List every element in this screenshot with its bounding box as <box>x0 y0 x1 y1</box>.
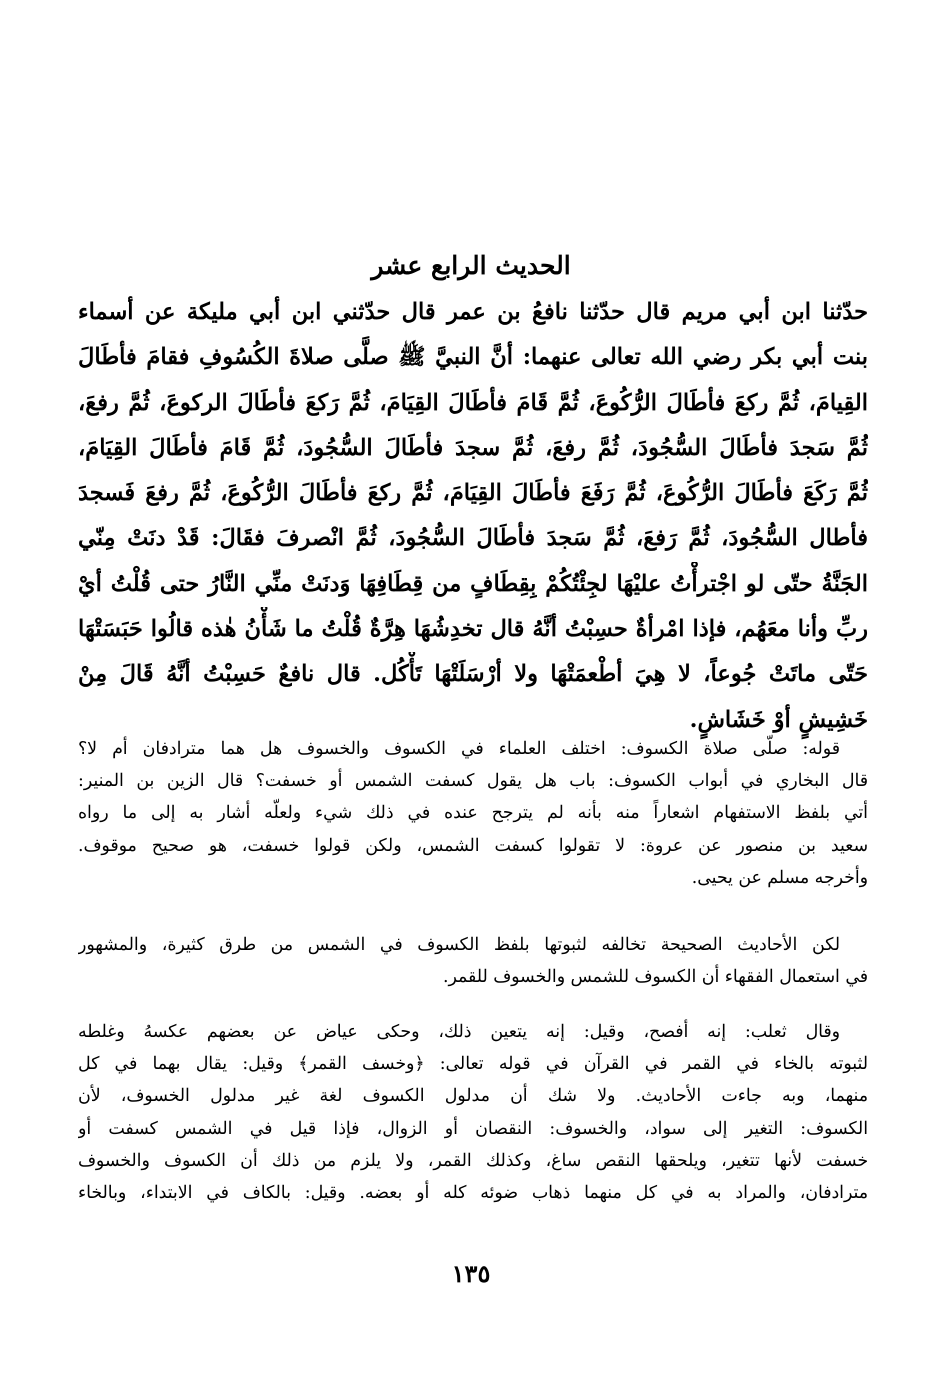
commentary-line: خسفت لأنها تتغير، ويلحقها النقص ساغ، وكذلك القمر، ولا يلزم من ذلك أن الكسوف والخسوف <box>78 1150 868 1171</box>
hadith-text <box>78 290 868 743</box>
commentary-line: الكسوف: التغير إلى سواد، والخسوف: النقصان أو الزوال، فإذا قيل في الشمس كسفت أو <box>78 1118 868 1139</box>
hadith-line: فأطال السُّجُودَ، ثُمَّ رَفعَ، ثُمَّ سَجدَ فأطَالَ السُّجُودَ، ثُمَّ انْصرفَ فقَالَ: قَدْ دنَتْ مِنّي <box>78 525 868 552</box>
commentary-line: لكن الأحاديث الصحيحة تخالفه لثبوتها بلفظ الكسوف في الشمس من طرق كثيرة، والمشهور <box>78 935 840 955</box>
commentary-paragraph-2 <box>78 929 868 993</box>
commentary-line: أتي بلفظ الاستفهام اشعاراً منه بأنه لم يترجح عنده في ذلك شيء ولعلّه أشار به إلى ما رواه <box>78 803 868 824</box>
commentary-line: قوله: صلّى صلاة الكسوف: اختلف العلماء في الكسوف والخسوف هل هما مترادفان أم لا؟ <box>78 739 840 759</box>
hadith-line: ثُمَّ رَكَعَ فأطَالَ الرُّكُوعَ، ثُمَّ رَفَعَ فأطَالَ القِيَامَ، ثُمَّ ركعَ فأطَالَ الرُّكُوعَ، ثُمَّ رفعَ فَسجدَ <box>78 480 868 507</box>
hadith-line: خَشِيشٍ أوْ خَشَاشٍ. <box>689 706 868 733</box>
hadith-line: ثُمَّ سَجدَ فأطَالَ السُّجُودَ، ثُمَّ رفعَ، ثُمَّ سجدَ فأطَالَ السُّجُودَ، ثُمَّ قَامَ فأطَالَ القِيَامَ، <box>78 434 868 461</box>
commentary-line: منهما، وبه جاءت الأحاديث. ولا شك أن مدلول الكسوف لغة غير مدلول الخسوف، لأن <box>78 1086 868 1107</box>
hadith-heading: الحديث الرابع عشر <box>371 251 571 280</box>
commentary-line: في استعمال الفقهاء أن الكسوف للشمس والخسوف للقمر. <box>442 967 868 988</box>
hadith-line: ربِّ وأنا معَهُم، فإذا امْرأةٌ حسِبْتُ أنَّهُ قال تخدِشُهَا هِرَّةٌ قُلْتُ ما شَأْنُ هٰذه قالُوا حَبَسَتْهَا <box>78 616 868 643</box>
commentary-paragraph-1 <box>78 733 868 894</box>
commentary-line: قال البخاري في أبواب الكسوف: باب هل يقول كسفت الشمس أو خسفت؟ قال الزين بن المنير: <box>78 771 868 792</box>
hadith-line: حَتّى ماتَتْ جُوعاً، لا هِيَ أطْعمَتْهَا ولا أرْسَلَتْهَا تَأْكُل. قال نافعٌ حَسِبْتُ أنَّهُ قَالَ مِنْ <box>78 661 868 688</box>
commentary-paragraph-3 <box>78 1016 868 1209</box>
hadith-line: الجَنَّةُ حتّى لو اجْترأْتُ عليْهَا لجِئْتُكُمْ بِقِطَافٍ من قِطَافِهَا وَدنَتْ منِّي النَّارُ حتى قُلْتُ أيْ <box>78 570 868 597</box>
commentary-line: وأخرجه مسلم عن يحيى. <box>691 867 868 888</box>
commentary-line: مترادفان، والمراد به في كل منهما ذهاب ضوئه كله أو بعضه. وقيل: بالكاف في الابتداء، وبالخاء <box>78 1182 868 1203</box>
hadith-line: حدّثنا ابن أبي مريم قال حدّثنا نافعُ بن عمر قال حدّثني ابن أبي مليكة عن أسماء <box>78 299 868 325</box>
page-number: ١٣٥ <box>451 1259 491 1288</box>
commentary-line: لثبوته بالخاء في القمر في القرآن في قوله تعالى: ﴿وخسف القمر﴾ وقيل: يقال بهما في كل <box>78 1054 868 1075</box>
commentary-line: سعيد بن منصور عن عروة: لا تقولوا كسفت الشمس، ولكن قولوا خسفت، هو صحيح موقوف. <box>78 835 868 856</box>
hadith-line: بنت أبي بكر رضي الله تعالى عنهما: أنَّ النبيَّ ﷺ صلَّى صلاةَ الكُسُوفِ فقامَ فأطَالَ <box>78 344 868 371</box>
hadith-line: القِيامَ، ثُمَّ ركعَ فأطَالَ الرُّكُوعَ، ثُمَّ قَامَ فأطَالَ القِيَامَ، ثُمَّ رَكعَ فأطَالَ الركوعَ، ثُمَّ رفعَ، <box>78 389 868 416</box>
commentary-line: وقال ثعلب: إنه أفصح، وقيل: إنه يتعين ذلك، وحكى عياض عن بعضهم عكسهُ وغلطه <box>78 1022 840 1042</box>
